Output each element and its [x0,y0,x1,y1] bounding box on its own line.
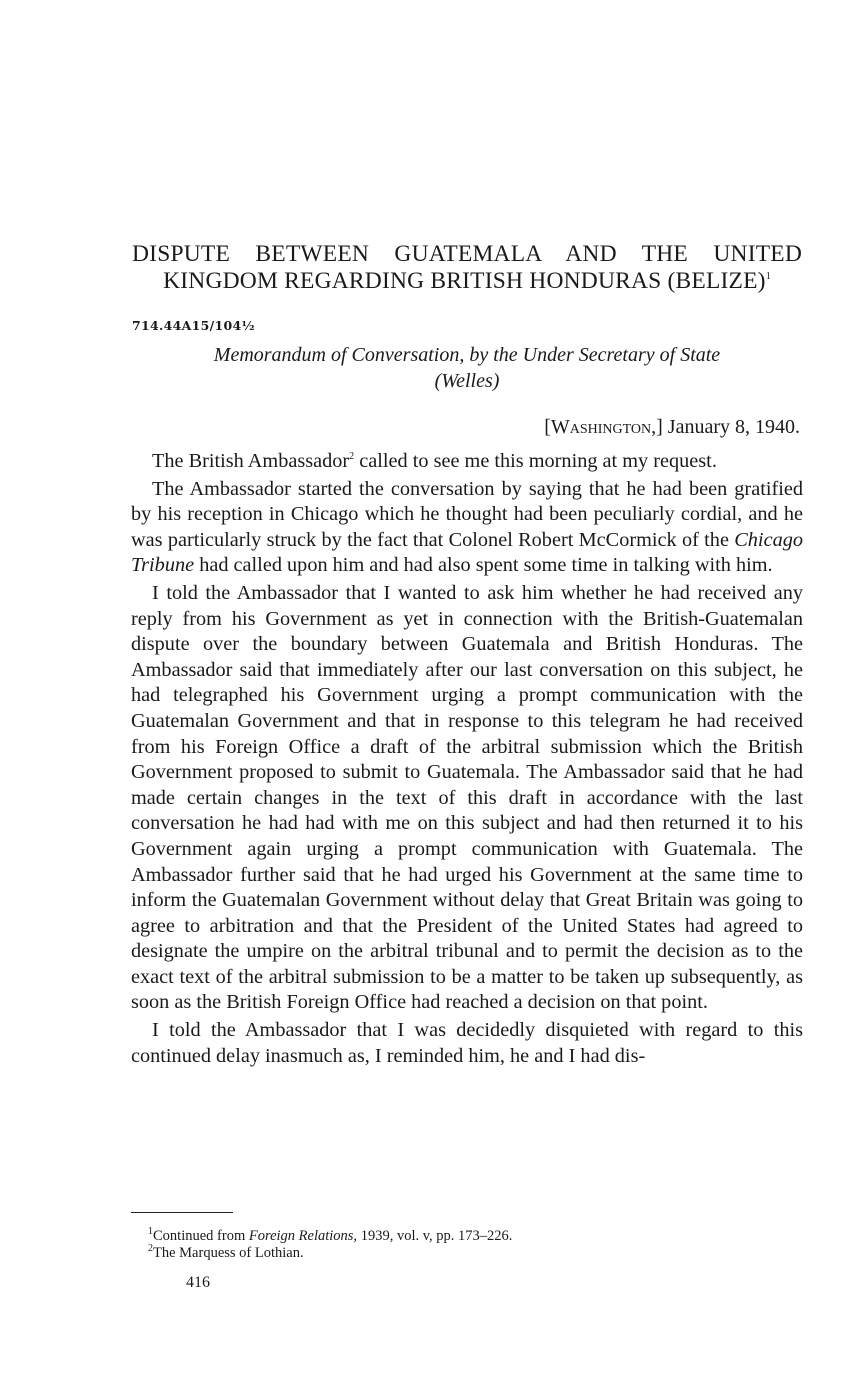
title-line-1: DISPUTE BETWEEN GUATEMALA AND THE UNITED [132,241,802,267]
title-line-2 [132,268,802,295]
dateline [544,416,800,439]
paragraph-1 [131,449,803,475]
footnote-2-mark: 2 [148,1243,153,1255]
paragraph-1-text-a: The British Ambassador [152,450,350,472]
paragraph-4: I told the Ambassador that I was decidedly disquieted with regard to this continued delay inasmuch as, I reminded him, he and I had dis- [131,1019,803,1067]
paragraph-2-text-a: The Ambassador started the conversation by saying that he had been gratified by his reception in Chicago which he thought had been peculiarly cordial, and he was particularly struck by the fact that Colonel Robert McCormick of the [131,477,803,551]
paragraph-2 [131,477,803,579]
memo-heading [132,342,802,394]
section-title [132,241,802,295]
footnote-2 [148,1245,808,1262]
footnote-1-text-b: 1939, vol. v, pp. 173–226. [357,1228,513,1244]
page-number: 416 [186,1274,210,1291]
footnote-1-mark: 1 [148,1226,153,1238]
dateline-place: [Washington,] [544,416,663,438]
memo-heading-line-1: Memorandum of Conversation, by the Under Secretary of State [213,344,721,366]
title-footnote-mark: 1 [765,271,771,283]
file-number: 714.44A15/104½ [132,318,255,333]
footnote-ref-2: 2 [349,451,355,463]
newspaper-title: Chicago Tribune [131,528,803,577]
paragraph-2-text-b: had called upon him and had also spent some time in talking with him. [194,554,773,577]
paragraph-1-text-b: called to see me this morning at my request. [354,450,717,472]
footnotes [148,1228,808,1262]
footnote-1-italic: Foreign Relations, [248,1228,358,1244]
footnote-1-text-a: Continued from [153,1228,249,1244]
footnote-2-text: The Marquess of Lothian. [153,1245,304,1261]
footnote-divider [131,1212,233,1213]
paragraph-3: I told the Ambassador that I wanted to ask him whether he had received any reply from his Government as yet in connection with the British-Guatemalan dispute over the boundary between Guatemala and British Honduras. The Ambassador said that immediately after our last conversation on this subject, he had telegraphed his Government urging a prompt communication with the Guatemalan Government and that in response to this telegram he had received from his Foreign Office a draft of the arbitral submission which the British Government proposed to submit to Guatemala. The Ambassador said that he had made certain changes in the text of this draft in accordance with the last conversation he had had with me on this subject and had then returned it to his Government again urging a prompt communication with Guatemala. The Ambassador further said that he had urged his Government at the same time to inform the Guatemalan Government without delay that Great Britain was going to agree to arbitration and that the President of the United States had agreed to designate the umpire on the arbitral tribunal and to permit the decision as to the exact text of the arbitral submission to be a matter to be taken up subsequently, as soon as the British Foreign Office had reached a decision on that point. [131,581,803,1014]
memo-body [131,449,803,1071]
footnote-1 [148,1228,808,1245]
dateline-date: January 8, 1940. [667,416,800,438]
memo-heading-line-2: (Welles) [434,370,500,392]
title-line-2-text: KINGDOM REGARDING BRITISH HONDURAS (BELIZE) [163,268,766,294]
